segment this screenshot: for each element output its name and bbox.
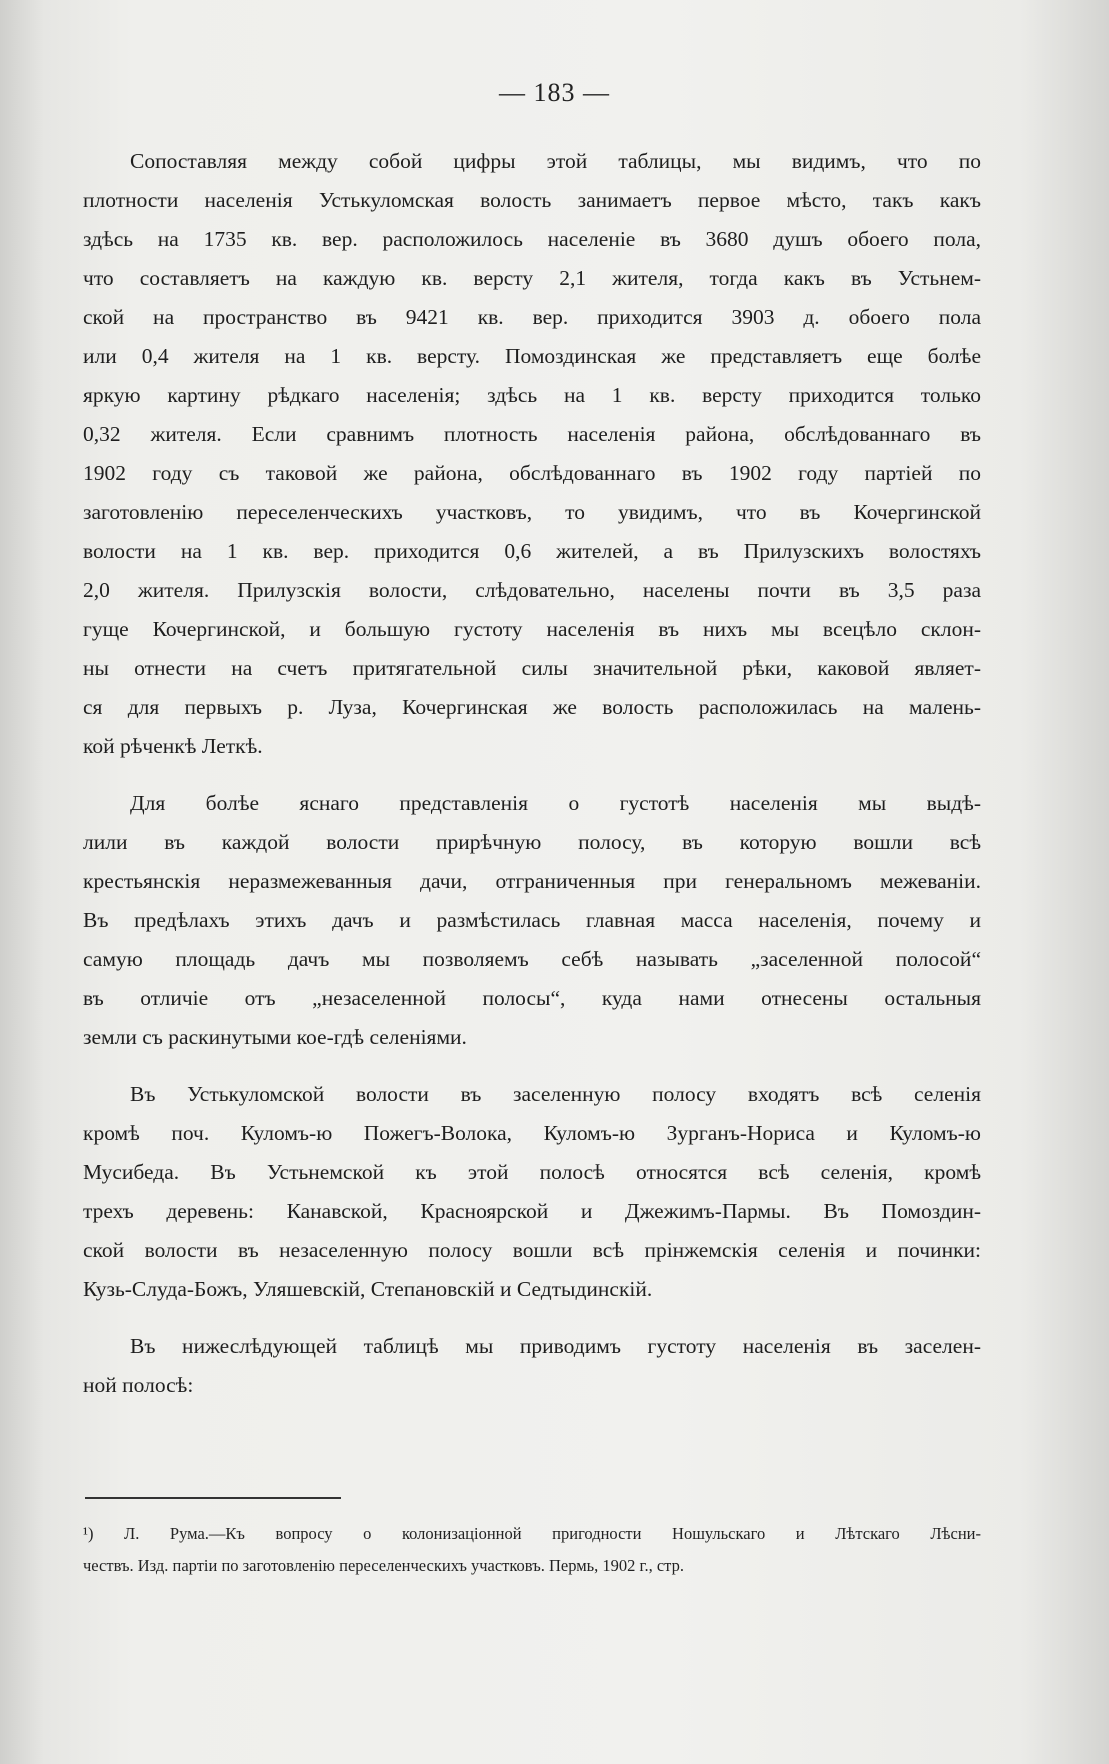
text-line: Въ предѣлахъ этихъ дачъ и размѣстилась главная масса населенія, почему и <box>83 908 981 932</box>
footnote-divider <box>85 1497 341 1499</box>
text-line: трехъ деревень: Канавской, Красноярской и Джежимъ-Пармы. Въ Помоздин- <box>83 1199 981 1223</box>
text-line: земли съ раскинутыми кое-гдѣ селеніями. <box>83 1025 467 1049</box>
text-line: яркую картину рѣдкаго населенія; здѣсь на 1 кв. версту приходится только <box>83 383 981 407</box>
text-line: ной полосѣ: <box>83 1373 194 1397</box>
paragraph-settled-strip <box>83 784 981 1057</box>
body-text <box>83 142 981 1405</box>
paragraph-table-intro <box>83 1327 981 1405</box>
text-line: волости на 1 кв. вер. приходится 0,6 жителей, а въ Прилузскихъ волостяхъ <box>83 539 981 563</box>
text-line: Сопоставляя между собой цифры этой таблицы, мы видимъ, что по <box>130 149 981 173</box>
footnote <box>83 1518 981 1582</box>
text-line: плотности населенія Устькуломская волость занимаетъ первое мѣсто, такъ какъ <box>83 188 981 212</box>
text-line: Кузь-Слуда-Божъ, Уляшевскій, Степановскій и Седтыдинскій. <box>83 1277 653 1301</box>
footnote-line: ¹) Л. Рума.—Къ вопросу о колонизаціонной пригодности Ношульскаго и Лѣтскаго Лѣсни- <box>83 1524 981 1543</box>
text-line: въ отличіе отъ „незаселенной полосы“, куда нами отнесены остальныя <box>83 986 981 1010</box>
text-line: кой рѣченкѣ Леткѣ. <box>83 734 263 758</box>
text-line: лили въ каждой волости прирѣчную полосу, въ которую вошли всѣ <box>83 830 981 854</box>
text-line: Въ нижеслѣдующей таблицѣ мы приводимъ густоту населенія въ заселен- <box>130 1334 981 1358</box>
text-line: 0,32 жителя. Если сравнимъ плотность населенія района, обслѣдованнаго въ <box>83 422 981 446</box>
text-line: ской на пространство въ 9421 кв. вер. приходится 3903 д. обоего пола <box>83 305 981 329</box>
text-line: ся для первыхъ р. Луза, Кочергинская же волость расположилась на малень- <box>83 695 981 719</box>
text-line: гуще Кочергинской, и большую густоту населенія въ нихъ мы всецѣло склон- <box>83 617 981 641</box>
text-line: кромѣ поч. Куломъ-ю Пожегъ-Волока, Куломъ-ю Зурганъ-Нориса и Куломъ-ю <box>83 1121 981 1145</box>
text-line: самую площадь дачъ мы позволяемъ себѣ называть „заселенной полосой“ <box>83 947 981 971</box>
text-line: заготовленію переселенческихъ участковъ, то увидимъ, что въ Кочергинской <box>83 500 981 524</box>
text-line: ской волости въ незаселенную полосу вошли всѣ прінжемскія селенія и починки: <box>83 1238 981 1262</box>
text-line: Для болѣе яснаго представленія о густотѣ населенія мы выдѣ- <box>130 791 981 815</box>
text-line: что составляетъ на каждую кв. версту 2,1 жителя, тогда какъ въ Устьнем- <box>83 266 981 290</box>
text-line: ны отнести на счетъ притягательной силы значительной рѣки, каковой являет- <box>83 656 981 680</box>
text-line: 2,0 жителя. Прилузскія волости, слѣдовательно, населены почти въ 3,5 раза <box>83 578 981 602</box>
paragraph-volost-settlements <box>83 1075 981 1309</box>
paragraph-population-density <box>83 142 981 766</box>
text-line: здѣсь на 1735 кв. вер. расположилось населеніе въ 3680 душъ обоего пола, <box>83 227 981 251</box>
text-line: Мусибеда. Въ Устьнемской къ этой полосѣ относятся всѣ селенія, кромѣ <box>83 1160 981 1184</box>
text-line: 1902 году съ таковой же района, обслѣдованнаго въ 1902 году партіей по <box>83 461 981 485</box>
footnote-line: чествъ. Изд. партіи по заготовленію переселенческихъ участковъ. Пермь, 1902 г., стр. <box>83 1556 684 1575</box>
text-line: Въ Устькуломской волости въ заселенную полосу входятъ всѣ селенія <box>130 1082 981 1106</box>
text-line: или 0,4 жителя на 1 кв. версту. Помоздинская же представляетъ еще болѣе <box>83 344 981 368</box>
text-line: крестьянскія неразмежеванныя дачи, отграниченныя при генеральномъ межеваніи. <box>83 869 981 893</box>
page-number: — 183 — <box>499 78 610 107</box>
